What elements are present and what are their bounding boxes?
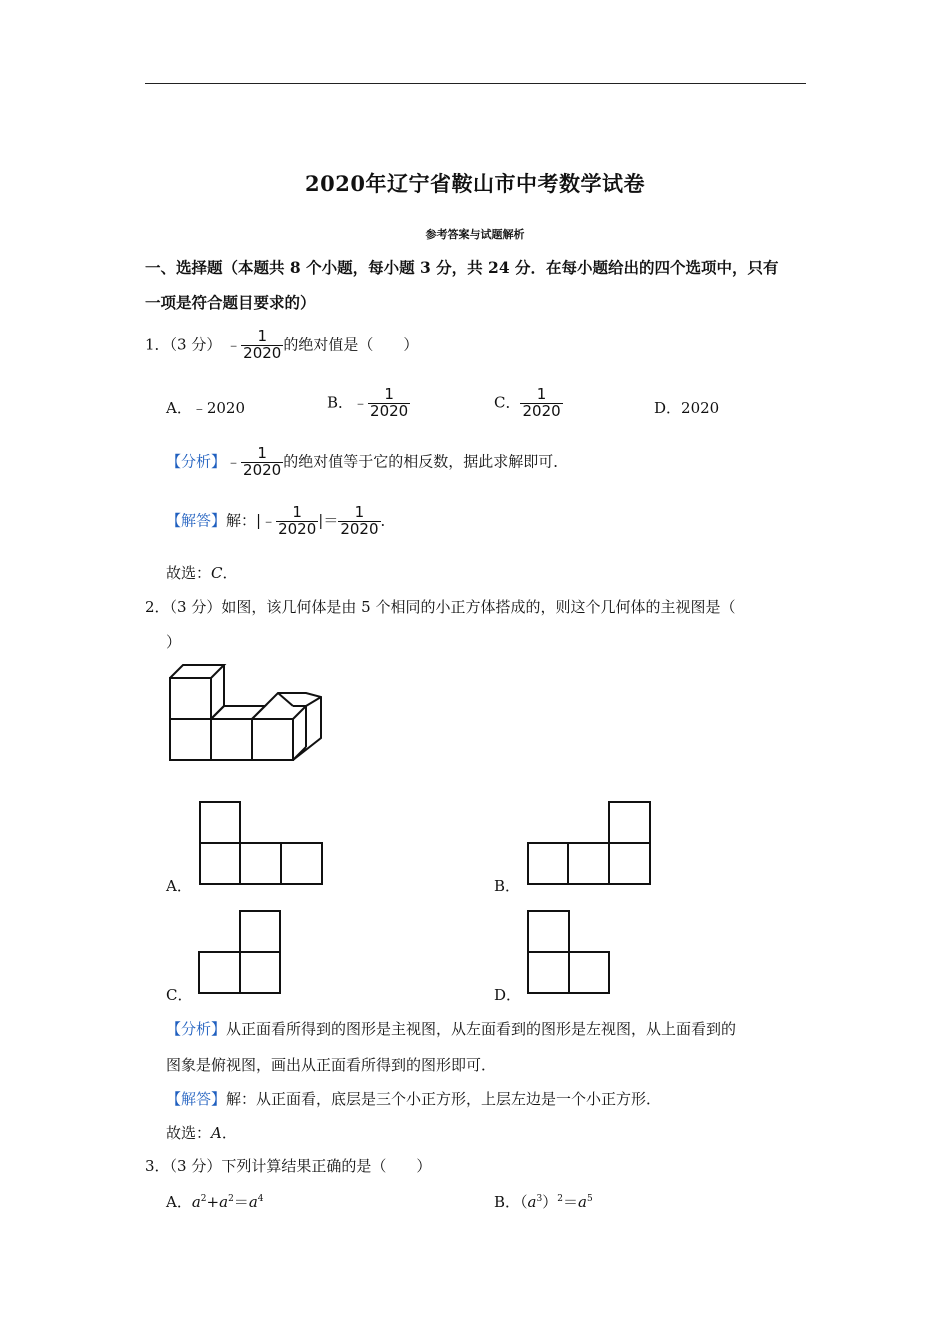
section-heading-line2: 一项是符合题目要求的） [145,293,316,312]
question-2-option-a-figure [199,801,323,885]
question-1-stem: 1．（3 分） ﹣ $\frac{1}{2020}$ 的绝对值是（ ） [145,327,419,362]
fraction: $\frac{1}{2020}$ [522,385,561,420]
question-2-option-b-label: B． [494,877,521,895]
header-rule [145,83,806,84]
question-1-analysis: 【分析】﹣ $\frac{1}{2020}$ 的绝对值等于它的相反数，据此求解即可． [166,444,569,479]
question-2-option-c-label: C． [166,986,193,1004]
option-a: A．﹣2020 [166,399,246,417]
fraction: $\frac{1}{2020}$ [340,503,379,538]
question-2-answer: 【解答】解：从正面看，底层是三个小正方形，上层左边是一个小正方形． [166,1090,662,1108]
question-number: 1． [145,335,170,354]
question-2-stem-line2: ） [166,633,182,651]
option-b: B．﹣ $\frac{1}{2020}$ [327,385,409,420]
question-2-solid-figure [170,665,325,765]
question-3-stem: 3．（3 分）下列计算结果正确的是（ ） [145,1157,432,1175]
page-title: 2020年辽宁省鞍山市中考数学试卷 [305,171,645,196]
question-2-option-b-figure [527,801,651,885]
option-c: C． $\frac{1}{2020}$ [494,385,561,420]
question-3-option-a: A．$a^2+a^2=a^4$ [166,1193,264,1211]
question-2-stem-line1: 2．（3 分）如图，该几何体是由 5 个相同的小正方体搭成的，则这个几何体的主视图是（ [145,598,736,616]
question-score: （3 分） [169,335,222,354]
fraction: $\frac{1}{2020}$ [370,385,409,420]
question-2-option-d-label: D． [494,986,522,1004]
question-2-option-c-figure [198,910,282,994]
question-2-choice: 故选：A． [166,1124,237,1142]
page-subtitle: 参考答案与试题解析 [425,228,525,241]
section-heading-line1: 一、选择题（本题共 8 个小题，每小题 3 分，共 24 分．在每小题给出的四个选项中，只有 [145,258,779,277]
fraction: $\frac{1}{2020}$ [243,444,282,479]
question-1-answer: 【解答】解：|﹣ $\frac{1}{2020}$ |＝ $\frac{1}{2020}$ ． [166,503,396,538]
answer-tag: 【解答】 [166,511,227,530]
question-3-option-b: B．$(a^3)^2=a^5$ [494,1193,593,1211]
option-d: D．2020 [654,399,720,417]
answer-tag: 【解答】 [166,1090,227,1108]
analysis-tag: 【分析】 [166,1020,227,1038]
analysis-tag: 【分析】 [166,452,227,471]
question-2-analysis-line1: 【分析】从正面看所得到的图形是主视图，从左面看到的图形是左视图，从上面看到的 [166,1020,737,1038]
fraction: $\frac{1}{2020}$ [278,503,317,538]
question-2-analysis-line2: 图象是俯视图，画出从正面看所得到的图形即可． [166,1056,497,1074]
fraction: $\frac{1}{2020}$ [243,327,282,362]
question-1-choice: 故选：C． [166,564,238,582]
question-2-option-a-label: A． [166,877,192,895]
question-2-option-d-figure [527,910,611,994]
